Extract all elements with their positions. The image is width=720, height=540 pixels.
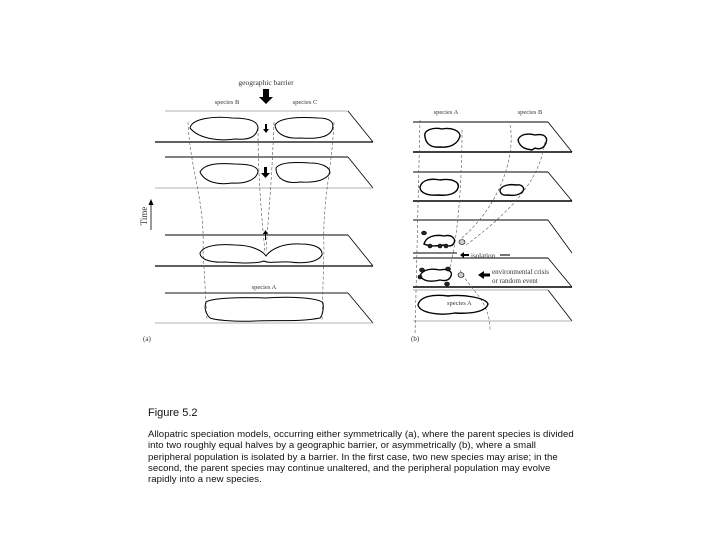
panel-b-populations <box>418 128 547 314</box>
panel-b <box>411 109 572 343</box>
species-c-population-lower <box>276 163 330 183</box>
time-axis <box>139 199 154 230</box>
species-b-label-top: species B <box>517 109 543 116</box>
species-c-label: species C <box>292 99 318 106</box>
panel-b-label: (b) <box>411 335 420 343</box>
species-a-original-population <box>205 297 323 321</box>
panel-a-barrier-arrows <box>259 89 273 240</box>
barrier-arrow-large-icon <box>259 89 273 104</box>
panel-a-label: (a) <box>143 335 151 343</box>
time-axis-label: Time <box>139 206 149 226</box>
species-a-population-second <box>420 179 458 195</box>
isolation-arrow-icon <box>460 252 469 258</box>
species-a-label-top: species A <box>433 109 459 116</box>
isolation-label: isolation <box>471 252 496 260</box>
time-arrow-icon <box>149 199 154 205</box>
peripheral-isolates <box>418 231 465 286</box>
figure-caption <box>148 407 578 485</box>
species-c-population-top <box>275 118 333 139</box>
panel-a <box>139 78 373 343</box>
event-label-line1: environmental crisis <box>492 268 549 276</box>
species-a-dividing-population <box>200 244 322 263</box>
species-b-label: species B <box>214 99 240 106</box>
panel-a-planes <box>155 111 373 323</box>
geographic-barrier-label: geographic barrier <box>238 78 294 87</box>
event-label-line2: or random event <box>492 277 538 285</box>
species-a-label: species A <box>251 284 277 291</box>
plane <box>413 172 572 201</box>
figure-number: Figure 5.2 <box>148 407 198 419</box>
event-arrow-icon <box>478 271 490 279</box>
barrier-arrow-small-icon <box>261 167 270 178</box>
species-b-population-top <box>518 134 547 150</box>
species-b-population-top <box>190 117 258 140</box>
species-b-population-lower <box>200 164 258 184</box>
barrier-arrow-small-icon <box>263 124 269 133</box>
species-a-population-top <box>425 128 460 147</box>
plane <box>155 111 373 142</box>
plane <box>413 220 572 255</box>
caption-text: Allopatric speciation models, occurring either symmetrically (a), where the parent species is divided into two roughly equal halves by a geographic barrier, or asymmetrically (b), where a small peripheral population is isolated by a barrier. In the first case, two new species may arise; in the second, the parent species may continue unaltered, and the peripheral population may evolve rapidly into a new species. <box>148 429 574 486</box>
species-b-population-second <box>500 185 524 196</box>
panel-b-planes <box>413 122 572 321</box>
species-a-label-bottom: species A <box>447 300 472 307</box>
